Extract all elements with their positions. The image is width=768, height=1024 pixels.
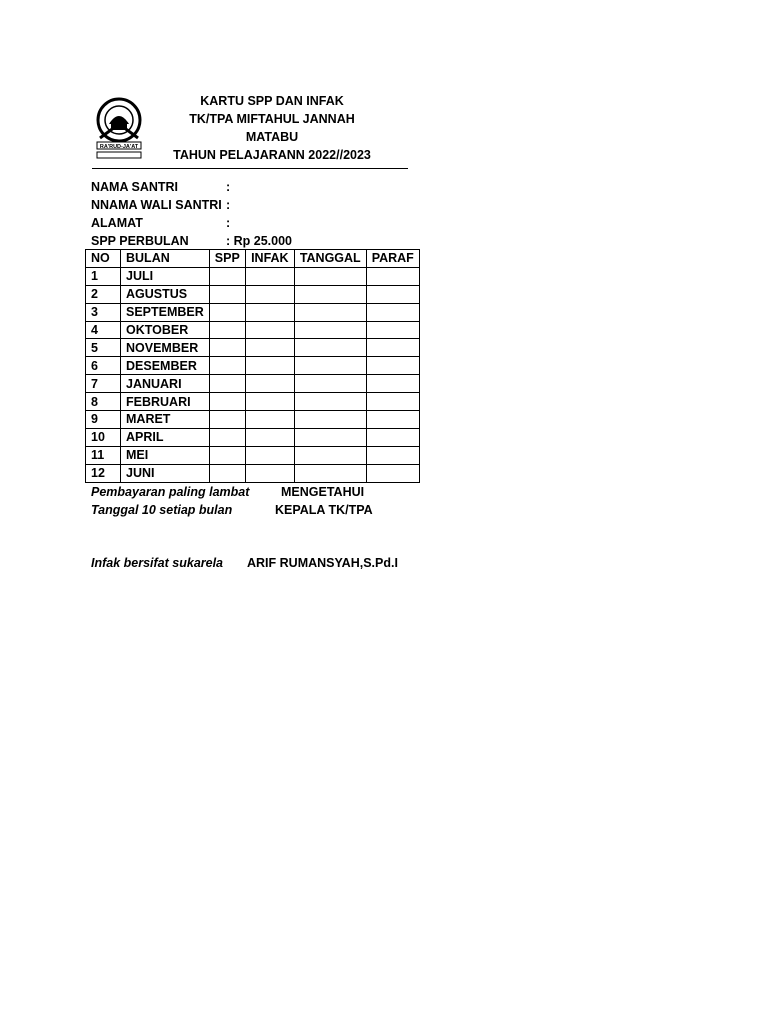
- info-value: :: [226, 198, 231, 212]
- cell-infak: [245, 428, 294, 446]
- cell-paraf: [366, 357, 419, 375]
- cell-paraf: [366, 321, 419, 339]
- card-header: [92, 92, 408, 169]
- principal-title: KEPALA TK/TPA: [275, 503, 373, 517]
- cell-spp: [209, 303, 245, 321]
- table-row: [86, 321, 420, 339]
- cell-infak: [245, 267, 294, 285]
- cell-paraf: [366, 428, 419, 446]
- cell-tanggal: [294, 303, 366, 321]
- payment-table: [85, 249, 420, 483]
- cell-bulan: OKTOBER: [121, 321, 210, 339]
- column-header-no: NO: [86, 250, 121, 268]
- cell-no: 3: [86, 303, 121, 321]
- cell-spp: [209, 321, 245, 339]
- cell-paraf: [366, 464, 419, 482]
- table-row: [86, 411, 420, 429]
- cell-bulan: FEBRUARI: [121, 393, 210, 411]
- table-row: [86, 303, 420, 321]
- table-row: [86, 428, 420, 446]
- table-row: [86, 375, 420, 393]
- cell-infak: [245, 411, 294, 429]
- cell-tanggal: [294, 375, 366, 393]
- cell-no: 7: [86, 375, 121, 393]
- cell-bulan: SEPTEMBER: [121, 303, 210, 321]
- info-value: : Rp 25.000: [226, 234, 293, 248]
- card-titles: [152, 92, 392, 164]
- table-row: [86, 464, 420, 482]
- cell-tanggal: [294, 267, 366, 285]
- cell-bulan: JULI: [121, 267, 210, 285]
- mengetahui-label: MENGETAHUI: [281, 485, 365, 499]
- cell-paraf: [366, 446, 419, 464]
- cell-paraf: [366, 285, 419, 303]
- cell-no: 2: [86, 285, 121, 303]
- logo-text: RA'RUD-JA'AT: [99, 144, 139, 150]
- cell-tanggal: [294, 321, 366, 339]
- table-row: [86, 357, 420, 375]
- cell-spp: [209, 267, 245, 285]
- table-row: [86, 446, 420, 464]
- cell-spp: [209, 428, 245, 446]
- infak-note: Infak bersifat sukarela: [91, 556, 224, 570]
- cell-bulan: JANUARI: [121, 375, 210, 393]
- cell-tanggal: [294, 411, 366, 429]
- cell-bulan: JUNI: [121, 464, 210, 482]
- cell-infak: [245, 357, 294, 375]
- cell-tanggal: [294, 446, 366, 464]
- cell-infak: [245, 339, 294, 357]
- cell-infak: [245, 464, 294, 482]
- cell-no: 12: [86, 464, 121, 482]
- cell-spp: [209, 411, 245, 429]
- cell-spp: [209, 393, 245, 411]
- cell-bulan: MEI: [121, 446, 210, 464]
- cell-tanggal: [294, 464, 366, 482]
- info-label: SPP PERBULAN: [91, 234, 189, 248]
- cell-tanggal: [294, 357, 366, 375]
- column-header-bulan: BULAN: [121, 250, 210, 268]
- cell-infak: [245, 446, 294, 464]
- cell-no: 1: [86, 267, 121, 285]
- cell-infak: [245, 393, 294, 411]
- cell-bulan: AGUSTUS: [121, 285, 210, 303]
- cell-spp: [209, 339, 245, 357]
- table-header-row: [86, 250, 420, 268]
- cell-infak: [245, 321, 294, 339]
- table-row: [86, 267, 420, 285]
- info-value: :: [226, 216, 231, 230]
- cell-no: 5: [86, 339, 121, 357]
- cell-spp: [209, 357, 245, 375]
- table-row: [86, 393, 420, 411]
- payment-date-note: Tanggal 10 setiap bulan: [91, 503, 233, 517]
- cell-spp: [209, 285, 245, 303]
- principal-name: ARIF RUMANSYAH,S.Pd.I: [247, 556, 398, 570]
- cell-bulan: DESEMBER: [121, 357, 210, 375]
- payment-deadline-note: Pembayaran paling lambat: [91, 485, 250, 499]
- cell-tanggal: [294, 285, 366, 303]
- cell-no: 10: [86, 428, 121, 446]
- school-name: TK/TPA MIFTAHUL JANNAH: [189, 112, 355, 126]
- cell-infak: [245, 285, 294, 303]
- column-header-paraf: PARAF: [366, 250, 419, 268]
- cell-paraf: [366, 393, 419, 411]
- cell-bulan: APRIL: [121, 428, 210, 446]
- cell-paraf: [366, 303, 419, 321]
- cell-bulan: NOVEMBER: [121, 339, 210, 357]
- school-year: TAHUN PELAJARANN 2022//2023: [173, 148, 371, 162]
- cell-no: 4: [86, 321, 121, 339]
- table-row: [86, 339, 420, 357]
- cell-no: 8: [86, 393, 121, 411]
- cell-paraf: [366, 411, 419, 429]
- info-label: ALAMAT: [91, 216, 143, 230]
- cell-tanggal: [294, 339, 366, 357]
- cell-infak: [245, 303, 294, 321]
- cell-no: 11: [86, 446, 121, 464]
- school-location: MATABU: [245, 130, 299, 144]
- info-label: NAMA SANTRI: [91, 180, 179, 194]
- info-value: :: [226, 180, 231, 194]
- table-row: [86, 285, 420, 303]
- cell-infak: [245, 375, 294, 393]
- cell-spp: [209, 464, 245, 482]
- cell-paraf: [366, 267, 419, 285]
- cell-bulan: MARET: [121, 411, 210, 429]
- cell-no: 6: [86, 357, 121, 375]
- column-header-tanggal: TANGGAL: [294, 250, 366, 268]
- cell-spp: [209, 375, 245, 393]
- cell-paraf: [366, 339, 419, 357]
- cell-spp: [209, 446, 245, 464]
- column-header-spp: SPP: [209, 250, 245, 268]
- column-header-infak: INFAK: [245, 250, 294, 268]
- cell-paraf: [366, 375, 419, 393]
- card-title: KARTU SPP DAN INFAK: [200, 94, 344, 108]
- info-label: NNAMA WALI SANTRI: [91, 198, 222, 212]
- school-emblem-icon: [94, 94, 144, 160]
- cell-no: 9: [86, 411, 121, 429]
- cell-tanggal: [294, 428, 366, 446]
- cell-tanggal: [294, 393, 366, 411]
